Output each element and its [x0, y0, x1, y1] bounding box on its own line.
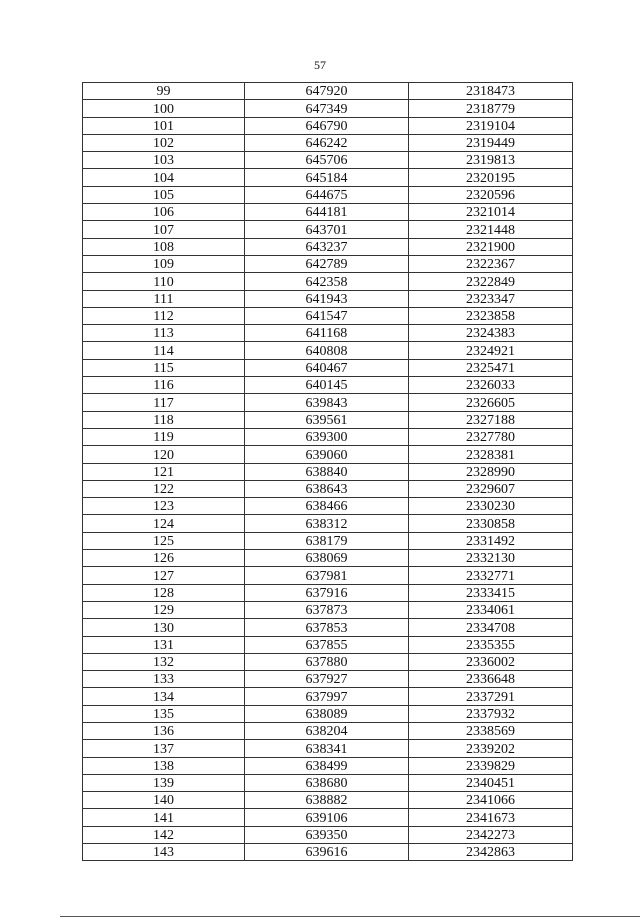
- table-row: [83, 446, 573, 463]
- point-number-cell: 104: [83, 169, 245, 186]
- point-number-cell: 133: [83, 671, 245, 688]
- x-coordinate-cell: 643701: [245, 221, 409, 238]
- x-coordinate-cell: 639106: [245, 809, 409, 826]
- point-number-cell: 126: [83, 550, 245, 567]
- x-coordinate-cell: 637981: [245, 567, 409, 584]
- x-coordinate-cell: 638882: [245, 792, 409, 809]
- y-coordinate-cell: 2326605: [409, 394, 573, 411]
- point-number-cell: 123: [83, 498, 245, 515]
- point-number-cell: 108: [83, 238, 245, 255]
- x-coordinate-cell: 641547: [245, 307, 409, 324]
- point-number-cell: 112: [83, 307, 245, 324]
- y-coordinate-cell: 2318473: [409, 83, 573, 100]
- y-coordinate-cell: 2337291: [409, 688, 573, 705]
- y-coordinate-cell: 2327780: [409, 428, 573, 445]
- y-coordinate-cell: 2340451: [409, 774, 573, 791]
- y-coordinate-cell: 2324921: [409, 342, 573, 359]
- table-row: [83, 498, 573, 515]
- y-coordinate-cell: 2341066: [409, 792, 573, 809]
- y-coordinate-cell: 2319449: [409, 134, 573, 151]
- x-coordinate-cell: 638089: [245, 705, 409, 722]
- point-number-cell: 129: [83, 601, 245, 618]
- y-coordinate-cell: 2337932: [409, 705, 573, 722]
- y-coordinate-cell: 2324383: [409, 325, 573, 342]
- y-coordinate-cell: 2325471: [409, 359, 573, 376]
- y-coordinate-cell: 2335355: [409, 636, 573, 653]
- point-number-cell: 101: [83, 117, 245, 134]
- point-number-cell: 106: [83, 204, 245, 221]
- table-row: [83, 550, 573, 567]
- x-coordinate-cell: 638499: [245, 757, 409, 774]
- x-coordinate-cell: 638341: [245, 740, 409, 757]
- x-coordinate-cell: 645184: [245, 169, 409, 186]
- point-number-cell: 138: [83, 757, 245, 774]
- y-coordinate-cell: 2334061: [409, 601, 573, 618]
- point-number-cell: 114: [83, 342, 245, 359]
- point-number-cell: 119: [83, 428, 245, 445]
- coordinates-table-body: [83, 83, 573, 861]
- page-bottom-rule: [60, 916, 640, 917]
- table-row: [83, 774, 573, 791]
- x-coordinate-cell: 638680: [245, 774, 409, 791]
- x-coordinate-cell: 640808: [245, 342, 409, 359]
- table-row: [83, 273, 573, 290]
- table-row: [83, 342, 573, 359]
- point-number-cell: 99: [83, 83, 245, 100]
- y-coordinate-cell: 2319813: [409, 152, 573, 169]
- y-coordinate-cell: 2341673: [409, 809, 573, 826]
- point-number-cell: 139: [83, 774, 245, 791]
- y-coordinate-cell: 2320195: [409, 169, 573, 186]
- y-coordinate-cell: 2342863: [409, 844, 573, 861]
- point-number-cell: 105: [83, 186, 245, 203]
- y-coordinate-cell: 2332130: [409, 550, 573, 567]
- table-row: [83, 601, 573, 618]
- table-row: [83, 325, 573, 342]
- x-coordinate-cell: 644675: [245, 186, 409, 203]
- table-row: [83, 394, 573, 411]
- point-number-cell: 134: [83, 688, 245, 705]
- y-coordinate-cell: 2327188: [409, 411, 573, 428]
- table-row: [83, 152, 573, 169]
- point-number-cell: 140: [83, 792, 245, 809]
- y-coordinate-cell: 2339829: [409, 757, 573, 774]
- table-row: [83, 204, 573, 221]
- point-number-cell: 111: [83, 290, 245, 307]
- point-number-cell: 121: [83, 463, 245, 480]
- table-row: [83, 255, 573, 272]
- point-number-cell: 110: [83, 273, 245, 290]
- x-coordinate-cell: 638840: [245, 463, 409, 480]
- x-coordinate-cell: 641943: [245, 290, 409, 307]
- table-row: [83, 411, 573, 428]
- x-coordinate-cell: 639843: [245, 394, 409, 411]
- point-number-cell: 102: [83, 134, 245, 151]
- table-row: [83, 428, 573, 445]
- point-number-cell: 122: [83, 480, 245, 497]
- x-coordinate-cell: 637997: [245, 688, 409, 705]
- table-row: [83, 740, 573, 757]
- table-row: [83, 705, 573, 722]
- y-coordinate-cell: 2323347: [409, 290, 573, 307]
- x-coordinate-cell: 639060: [245, 446, 409, 463]
- y-coordinate-cell: 2321900: [409, 238, 573, 255]
- point-number-cell: 107: [83, 221, 245, 238]
- table-row: [83, 169, 573, 186]
- point-number-cell: 135: [83, 705, 245, 722]
- x-coordinate-cell: 638312: [245, 515, 409, 532]
- x-coordinate-cell: 639561: [245, 411, 409, 428]
- table-row: [83, 377, 573, 394]
- point-number-cell: 136: [83, 722, 245, 739]
- point-number-cell: 113: [83, 325, 245, 342]
- table-row: [83, 584, 573, 601]
- y-coordinate-cell: 2342273: [409, 826, 573, 843]
- y-coordinate-cell: 2320596: [409, 186, 573, 203]
- x-coordinate-cell: 638069: [245, 550, 409, 567]
- point-number-cell: 100: [83, 100, 245, 117]
- point-number-cell: 116: [83, 377, 245, 394]
- y-coordinate-cell: 2333415: [409, 584, 573, 601]
- x-coordinate-cell: 644181: [245, 204, 409, 221]
- point-number-cell: 120: [83, 446, 245, 463]
- x-coordinate-cell: 645706: [245, 152, 409, 169]
- x-coordinate-cell: 640467: [245, 359, 409, 376]
- x-coordinate-cell: 639350: [245, 826, 409, 843]
- y-coordinate-cell: 2323858: [409, 307, 573, 324]
- table-row: [83, 134, 573, 151]
- point-number-cell: 118: [83, 411, 245, 428]
- table-row: [83, 290, 573, 307]
- table-row: [83, 100, 573, 117]
- table-row: [83, 117, 573, 134]
- x-coordinate-cell: 637873: [245, 601, 409, 618]
- table-row: [83, 792, 573, 809]
- x-coordinate-cell: 639616: [245, 844, 409, 861]
- point-number-cell: 124: [83, 515, 245, 532]
- x-coordinate-cell: 638204: [245, 722, 409, 739]
- y-coordinate-cell: 2328990: [409, 463, 573, 480]
- table-row: [83, 221, 573, 238]
- x-coordinate-cell: 642789: [245, 255, 409, 272]
- table-row: [83, 653, 573, 670]
- table-row: [83, 567, 573, 584]
- table-row: [83, 722, 573, 739]
- y-coordinate-cell: 2329607: [409, 480, 573, 497]
- point-number-cell: 131: [83, 636, 245, 653]
- table-row: [83, 463, 573, 480]
- x-coordinate-cell: 637855: [245, 636, 409, 653]
- y-coordinate-cell: 2321448: [409, 221, 573, 238]
- table-row: [83, 515, 573, 532]
- table-row: [83, 83, 573, 100]
- x-coordinate-cell: 647920: [245, 83, 409, 100]
- point-number-cell: 127: [83, 567, 245, 584]
- table-row: [83, 636, 573, 653]
- point-number-cell: 137: [83, 740, 245, 757]
- table-row: [83, 688, 573, 705]
- x-coordinate-cell: 639300: [245, 428, 409, 445]
- point-number-cell: 132: [83, 653, 245, 670]
- table-row: [83, 826, 573, 843]
- y-coordinate-cell: 2338569: [409, 722, 573, 739]
- y-coordinate-cell: 2339202: [409, 740, 573, 757]
- y-coordinate-cell: 2336648: [409, 671, 573, 688]
- y-coordinate-cell: 2332771: [409, 567, 573, 584]
- table-row: [83, 532, 573, 549]
- x-coordinate-cell: 641168: [245, 325, 409, 342]
- point-number-cell: 143: [83, 844, 245, 861]
- y-coordinate-cell: 2334708: [409, 619, 573, 636]
- x-coordinate-cell: 643237: [245, 238, 409, 255]
- table-row: [83, 307, 573, 324]
- y-coordinate-cell: 2322849: [409, 273, 573, 290]
- point-number-cell: 103: [83, 152, 245, 169]
- x-coordinate-cell: 642358: [245, 273, 409, 290]
- point-number-cell: 109: [83, 255, 245, 272]
- x-coordinate-cell: 637916: [245, 584, 409, 601]
- y-coordinate-cell: 2321014: [409, 204, 573, 221]
- coordinates-table: [82, 82, 573, 861]
- y-coordinate-cell: 2319104: [409, 117, 573, 134]
- table-row: [83, 186, 573, 203]
- y-coordinate-cell: 2328381: [409, 446, 573, 463]
- point-number-cell: 117: [83, 394, 245, 411]
- table-row: [83, 844, 573, 861]
- table-row: [83, 809, 573, 826]
- table-row: [83, 480, 573, 497]
- x-coordinate-cell: 647349: [245, 100, 409, 117]
- y-coordinate-cell: 2330230: [409, 498, 573, 515]
- table-row: [83, 619, 573, 636]
- x-coordinate-cell: 638466: [245, 498, 409, 515]
- x-coordinate-cell: 646242: [245, 134, 409, 151]
- table-row: [83, 671, 573, 688]
- y-coordinate-cell: 2330858: [409, 515, 573, 532]
- y-coordinate-cell: 2336002: [409, 653, 573, 670]
- table-row: [83, 359, 573, 376]
- x-coordinate-cell: 637853: [245, 619, 409, 636]
- page-number: 57: [314, 58, 326, 72]
- y-coordinate-cell: 2318779: [409, 100, 573, 117]
- point-number-cell: 130: [83, 619, 245, 636]
- point-number-cell: 128: [83, 584, 245, 601]
- table-row: [83, 757, 573, 774]
- x-coordinate-cell: 646790: [245, 117, 409, 134]
- x-coordinate-cell: 637880: [245, 653, 409, 670]
- y-coordinate-cell: 2326033: [409, 377, 573, 394]
- point-number-cell: 115: [83, 359, 245, 376]
- point-number-cell: 141: [83, 809, 245, 826]
- point-number-cell: 142: [83, 826, 245, 843]
- x-coordinate-cell: 640145: [245, 377, 409, 394]
- y-coordinate-cell: 2322367: [409, 255, 573, 272]
- x-coordinate-cell: 638643: [245, 480, 409, 497]
- x-coordinate-cell: 638179: [245, 532, 409, 549]
- point-number-cell: 125: [83, 532, 245, 549]
- y-coordinate-cell: 2331492: [409, 532, 573, 549]
- table-row: [83, 238, 573, 255]
- x-coordinate-cell: 637927: [245, 671, 409, 688]
